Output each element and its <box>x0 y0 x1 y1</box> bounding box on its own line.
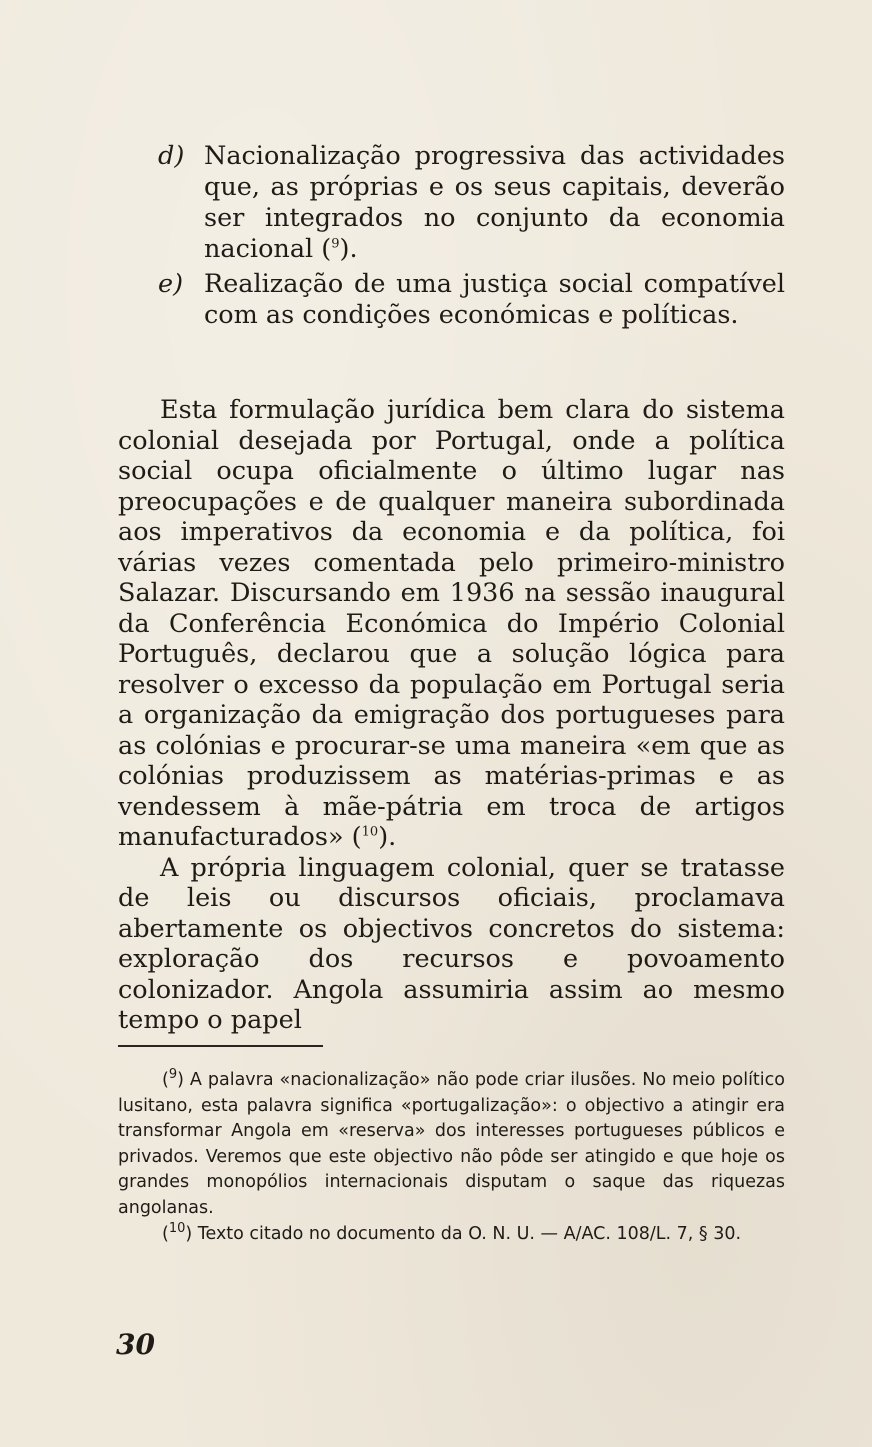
list-item-text: Realização de uma justiça social compatível com as condições económicas e políticas. <box>204 269 785 330</box>
list-item-tail: ). <box>339 234 358 264</box>
footnote-divider <box>118 1045 323 1047</box>
list-marker: e) <box>158 269 184 299</box>
footnote-marker: 10 <box>168 1220 186 1236</box>
paragraph-tail: ). <box>378 822 397 852</box>
footnote-text: A palavra «nacionalização» não pode criar ilusões. No meio político lusitano, esta palavra significa «portugalização»: o objectivo a atingir era transformar Angola em «reserva» dos interesses portugueses públicos e privados. Veremos que este objectivo não pôde ser atingido e que hoje os grandes monopólios internacionais disputam o saque das riquezas angolanas. <box>118 1070 785 1218</box>
enumerated-list <box>118 141 785 335</box>
list-item-d <box>118 141 785 265</box>
list-item-text: Nacionalização progressiva das actividades que, as próprias e os seus capitais, deverão ser integrados no conjunto da economia nacional ( <box>204 141 785 264</box>
footnotes <box>118 1068 785 1247</box>
paragraph-text: Esta formulação jurídica bem clara do sistema colonial desejada por Portugal, onde a política social ocupa oficialmente o último lugar nas preocupações e de qualquer maneira subordinada aos imperativos da economia e da política, foi várias vezes comentada pelo primeiro-ministro Salazar. Discursando em 1936 na sessão inaugural da Conferência Económica do Império Colonial Português, declarou que a solução lógica para resolver o excesso da população em Portugal seria a organização da emigração dos portugueses para as colónias e procurar-se uma maneira «em que as colónias produzissem as matérias-primas e as vendessem à mãe-pátria em troca de artigos manufacturados» ( <box>118 395 785 852</box>
footnote-ref: 10 <box>361 824 379 840</box>
footnote-marker: 9 <box>168 1067 178 1083</box>
main-text <box>118 395 785 1036</box>
paragraph: A própria linguagem colonial, quer se tratasse de leis ou discursos oficiais, proclamava abertamente os objectivos concretos do sistema: exploração dos recursos e povoamento colonizador. Angola assumiria assim ao mesmo tempo o papel <box>118 852 785 1035</box>
page-number: 30 <box>116 1328 155 1361</box>
footnote-text: Texto citado no documento da O. N. U. — A/AC. 108/L. 7, § 30. <box>192 1223 742 1244</box>
list-marker: d) <box>158 141 185 171</box>
paragraph <box>118 395 785 853</box>
list-item-e <box>118 269 785 331</box>
footnote: ($^9$) A palavra «nacionalização» não pode criar ilusões. No meio político lusitano, esta palavra significa «portugalização»: o objectivo a atingir era transformar Angola em «reserva» dos interesses portugueses públicos e privados. Veremos que este objectivo não pôde ser atingido e que hoje os grandes monopólios internacionais disputam o saque das riquezas angolanas. <box>118 1067 785 1218</box>
footnote-ref: 9 <box>331 236 340 252</box>
footnote: ($^{10}$) Texto citado no documento da O. N. U. — A/AC. 108/L. 7, § 30. <box>162 1220 742 1244</box>
